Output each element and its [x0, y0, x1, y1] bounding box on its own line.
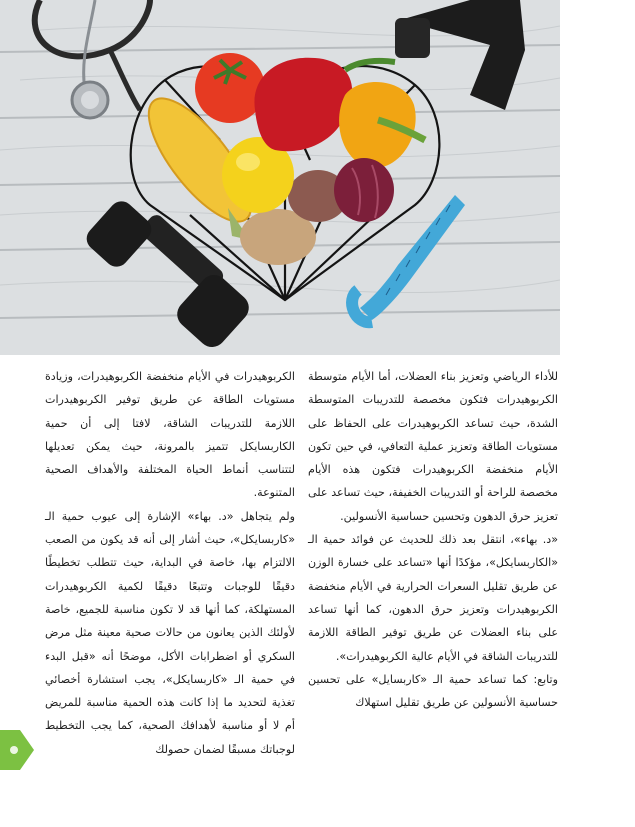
page-tab	[0, 730, 34, 770]
hero-photo	[0, 0, 560, 355]
paragraph: للأداء الرياضي وتعزيز بناء العضلات، أما الأيام متوسطة الكربوهيدرات فتكون مخصصة للتدريبات المتوسطة الشدة، حيث تساعد الكربوهيدرات على الحفاظ على مستويات الطاقة وتعزيز عملية التعافي، في حين تكون الأيام منخفضة الكربوهيدرات فتكون هذه الأيام مخصصة للراحة أو التدريبات الخفيفة، حيث تساعد على تعزيز حرق الدهون وتحسين حساسية الأنسولين.	[308, 370, 558, 523]
paragraph: ولم يتجاهل «د. بهاء» الإشارة إلى عيوب حمية الـ «كاربسايكل»، حيث أشار إلى أنه قد يكون من الصعب الالتزام بها، خاصة في البداية، حيث تتطلب تخطيطًا دقيقًا للوجبات وتتبعًا دقيقًا لكمية الكربوهيدرات المستهلكة، كما أنها قد لا تكون مناسبة للجميع، خاصة لأولئك الذين يعانون من حالات صحية معينة مثل مرض السكري أو اضطرابات الأكل، موضحًا أنه «قبل البدء في حمية الـ «كاربسايكل»، يجب استشارة أخصائي تغذية لتحديد ما إذا كانت هذه الحمية مناسبة للمريض أم لا أو مناسبة لأهدافك الصحية، كما يجب التخطيط لوجباتك مسبقًا لضمان حصولك	[45, 509, 295, 756]
text-column-left	[45, 365, 295, 761]
paragraph: وتابع: كما تساعد حمية الـ «كاربسايل» على تحسين حساسية الأنسولين عن طريق تقليل استهلاك	[308, 672, 558, 710]
text-column-right	[308, 365, 558, 714]
red-onion-icon	[334, 158, 394, 222]
paragraph: الكربوهيدرات في الأيام منخفضة الكربوهيدرات، وزيادة مستويات الطاقة عن طريق توفير الكربوهيدرات اللازمة للتدريبات الشاقة، لافتا إلى أن حمية الكاربسايكل تتميز بالمرونة، حيث يمكن تعديلها لتتناسب أنماط الحياة المختلفة والأهداف الصحية المتنوعة.	[45, 370, 295, 500]
tomato-icon	[195, 53, 265, 123]
paragraph: «د. بهاء»، انتقل بعد ذلك للحديث عن فوائد حمية الـ «الكاربسايكل»، مؤكدًا أنها «تساعد على خسارة الوزن عن طريق تقليل السعرات الحرارية في الأيام منخفضة الكربوهيدرات وتعزيز حرق الدهون، كما أنها تساعد على بناء العضلات عن طريق توفير الطاقة اللازمة للتدريبات الشاقة في الأيام عالية الكربوهيدرات».	[308, 533, 558, 663]
